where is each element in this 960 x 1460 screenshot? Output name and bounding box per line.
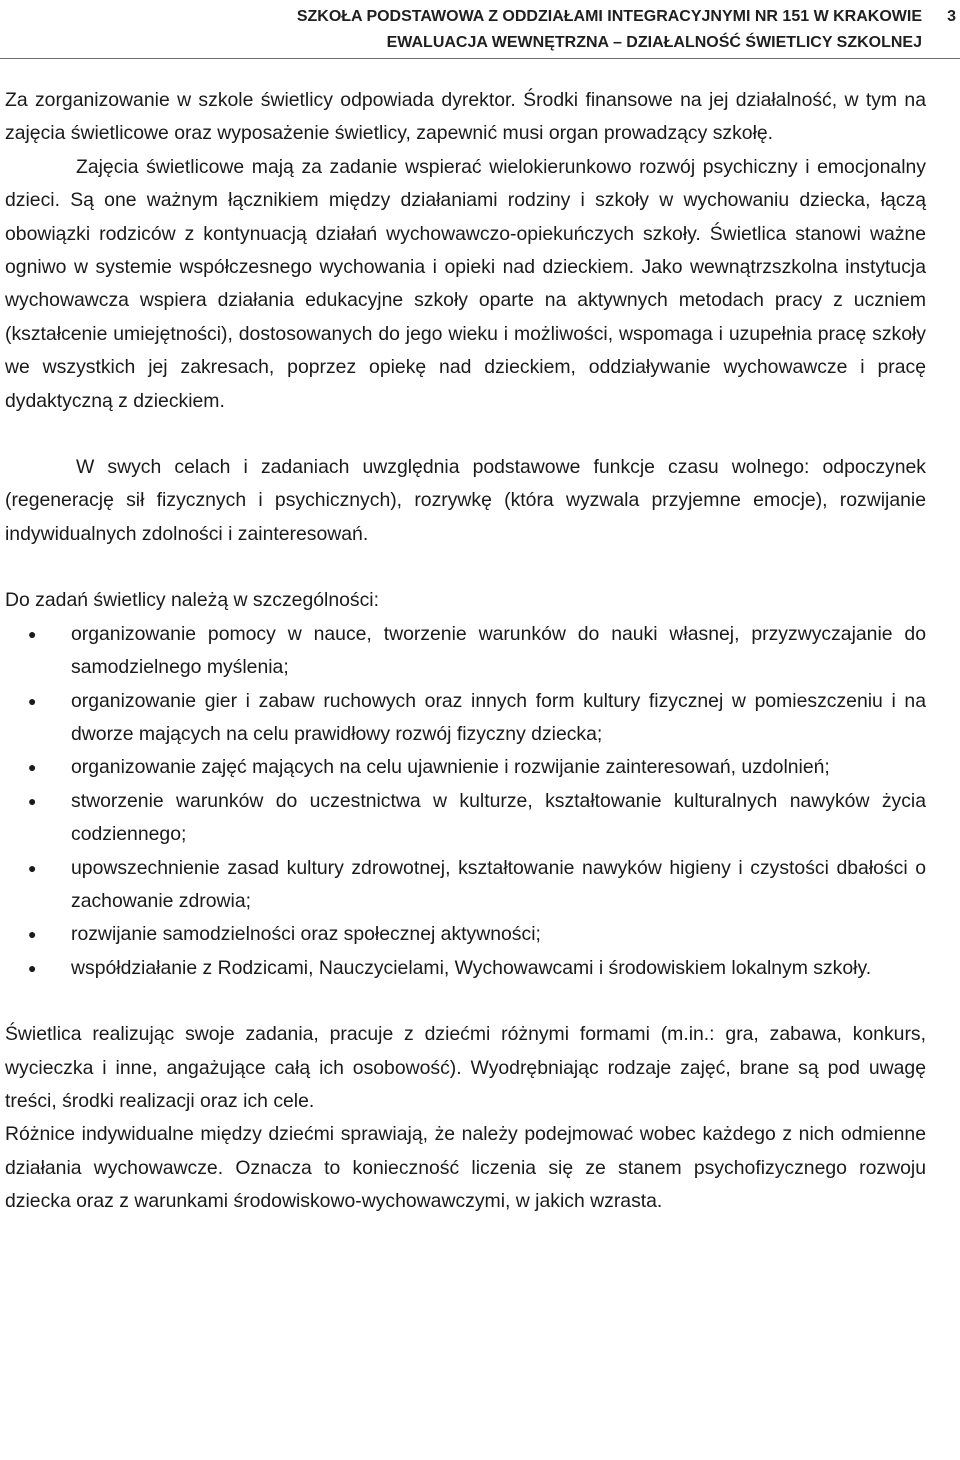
list-item (5, 852, 926, 919)
document-body (5, 84, 926, 1219)
list-item-text: organizowanie gier i zabaw ruchowych oraz innych form kultury fizycznej w pomieszczeniu i na dworze mających na celu prawidłowy rozwój fizyczny dziecka; (71, 689, 926, 745)
page-number: 3 (947, 8, 956, 25)
list-item (5, 952, 926, 985)
paragraph-purpose: Zajęcia świetlicowe mają za zadanie wspierać wielokierunkowo rozwój psychiczny i emocjonalny dzieci. Są one ważnym łącznikiem między działaniami rodziny i szkoły w wychowaniu dziecka, łączą obowiązki rodziców z kontynuacją działań wychowawczo-opiekuńczych szkoły. Świetlica stanowi ważne ogniwo w systemie współczesnego wychowania i opieki nad dzieckiem. Jako wewnątrzszkolna instytucja wychowawcza wspiera działania edukacyjne szkoły oparte na aktywnych metodach pracy z uczniem (kształcenie umiejętności), dostosowanych do jego wieku i możliwości, wspomaga i uzupełnia pracę szkoły we wszystkich jej zakresach, poprzez opiekę nad dzieckiem, oddziaływanie wychowawcze i pracę dydaktyczną z dzieckiem. (5, 155, 926, 412)
paragraph-forms-of-work: Świetlica realizując swoje zadania, pracuje z dziećmi różnymi formami (m.in.: gra, zabawa, konkurs, wycieczka i inne, angażujące całą ich osobowość). Wyodrębniając rodzaje zajęć, brane są pod uwagę treści, środki realizacji oraz ich cele. (5, 1023, 926, 1112)
header-document-title: EWALUACJA WEWNĘTRZNA – DZIAŁALNOŚĆ ŚWIETLICY SZKOLNEJ (386, 34, 922, 51)
paragraph-individual-differences: Różnice indywidualne między dziećmi sprawiają, że należy podejmować wobec każdego z nich odmienne działania wychowawcze. Oznacza to konieczność liczenia się ze stanem psychofizycznego rozwoju dziecka oraz z warunkami środowiskowo-wychowawczymi, w jakich wzrasta. (5, 1123, 926, 1213)
list-item-text: współdziałanie z Rodzicami, Nauczycielami, Wychowawcami i środowiskiem lokalnym szkoły. (71, 956, 872, 979)
list-item-text: organizowanie pomocy w nauce, tworzenie warunków do nauki własnej, przyzwyczajanie do samodzielnego myślenia; (71, 622, 926, 679)
list-item-text: rozwijanie samodzielności oraz społecznej aktywności; (71, 923, 541, 946)
paragraph-funding: Za zorganizowanie w szkole świetlicy odpowiada dyrektor. Środki finansowe na jej działalność, w tym na zajęcia świetlicowe oraz wyposażenie świetlicy, zapewnić musi organ prowadzący szkołę. (5, 89, 926, 145)
header-school-name: SZKOŁA PODSTAWOWA Z ODDZIAŁAMI INTEGRACYJNYMI NR 151 W KRAKOWIE (296, 8, 922, 25)
paragraph-spacer (5, 418, 926, 451)
paragraph-spacer (5, 985, 926, 1018)
list-item-text: organizowanie zajęć mających na celu ujawnienie i rozwijanie zainteresowań, uzdolnień; (71, 756, 830, 779)
bullet-icon: ● (28, 792, 37, 809)
bullet-icon: ● (28, 692, 37, 709)
bullet-icon: ● (28, 625, 37, 642)
paragraph-free-time: W swych celach i zadaniach uwzględnia podstawowe funkcje czasu wolnego: odpoczynek (regenerację sił fizycznych i psychicznych), rozrywkę (która wyzwala przyjemne emocje), rozwijanie indywidualnych zdolności i zainteresowań. (5, 456, 926, 545)
list-item (5, 751, 926, 784)
tasks-intro: Do zadań świetlicy należą w szczególności: (5, 589, 379, 612)
bullet-icon: ● (28, 926, 37, 943)
list-item (5, 618, 926, 685)
header-divider (0, 58, 960, 59)
tasks-list (5, 618, 926, 985)
list-item (5, 785, 926, 852)
bullet-icon: ● (28, 859, 37, 876)
list-item (5, 918, 926, 951)
list-item-text: stworzenie warunków do uczestnictwa w kulturze, kształtowanie kulturalnych nawyków życia codziennego; (71, 789, 926, 846)
list-item-text: upowszechnienie zasad kultury zdrowotnej, kształtowanie nawyków higieny i czystości dbałości o zachowanie zdrowia; (71, 856, 926, 912)
paragraph-spacer (5, 551, 926, 584)
list-item (5, 685, 926, 752)
page-header (0, 5, 960, 61)
bullet-icon: ● (28, 959, 37, 976)
bullet-icon: ● (28, 759, 37, 776)
